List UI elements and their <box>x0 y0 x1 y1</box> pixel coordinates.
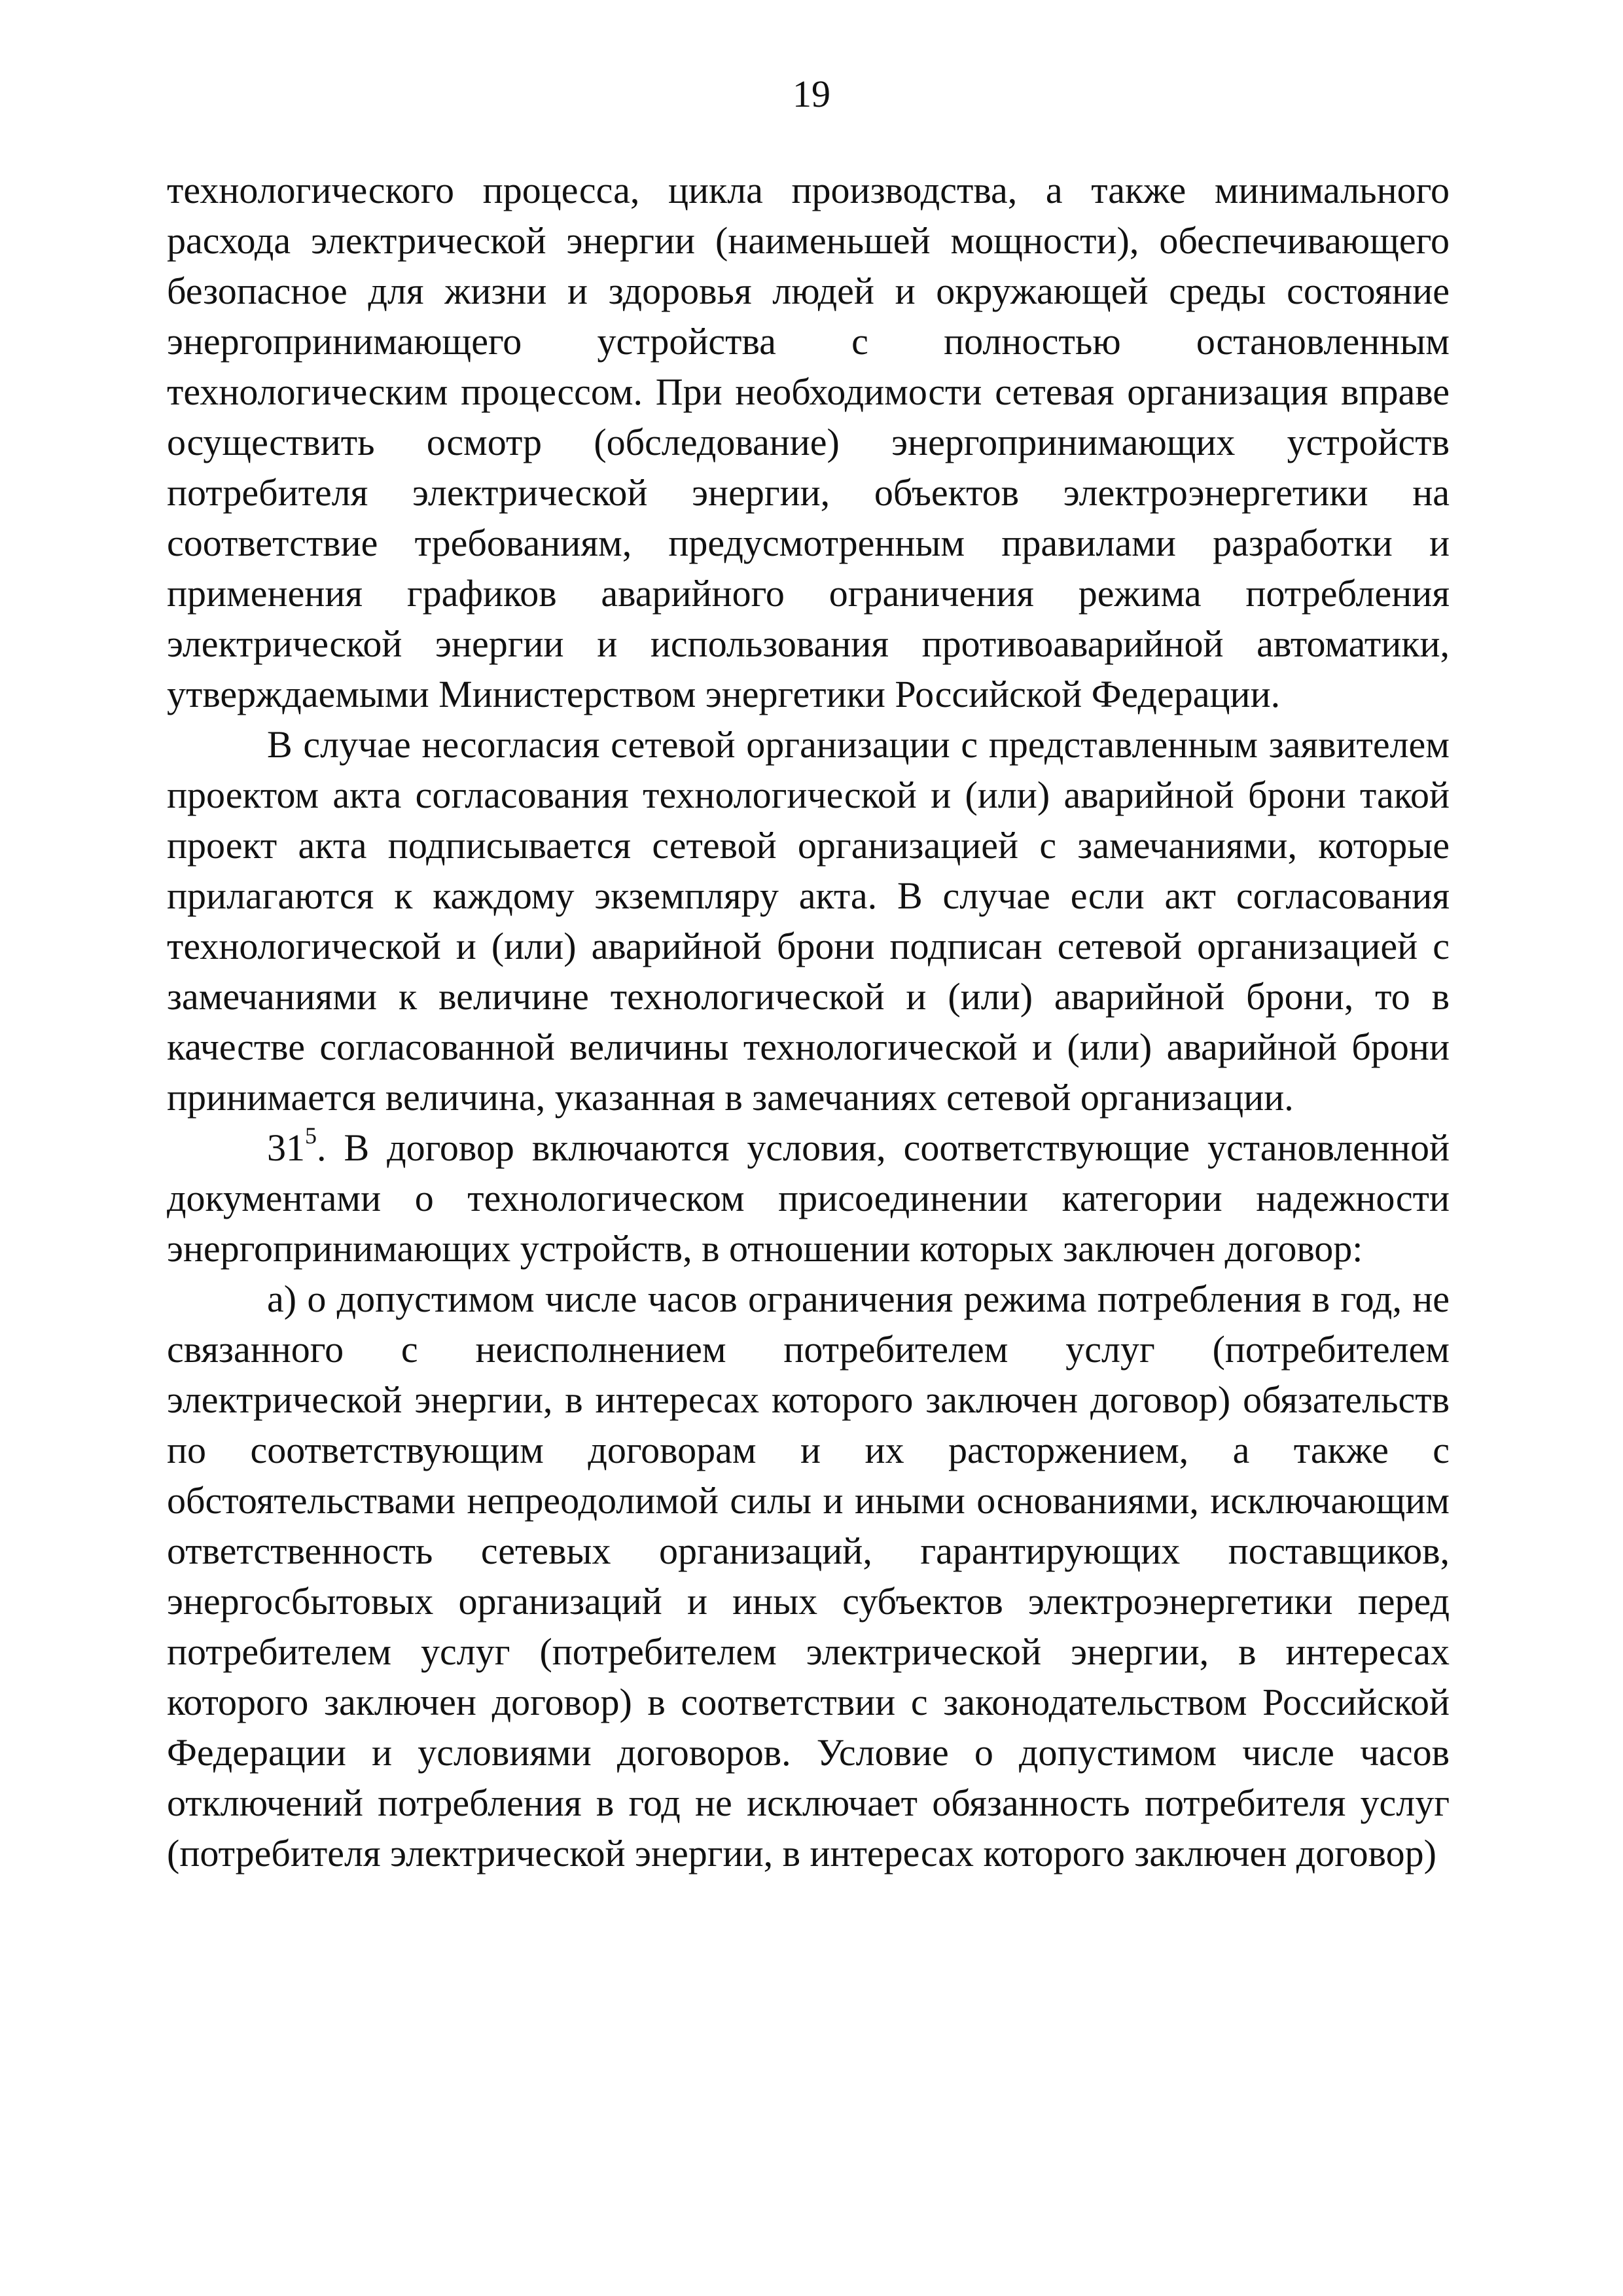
page-number: 19 <box>793 73 830 115</box>
paragraph-disagreement: В случае несогласия сетевой организации с представленным заявителем проектом акта согласования технологической и (или) аварийной брони такой проект акта подписывается сетевой организацией с замечаниями, которые прилагаются к каждому экземпляру акта. В случае если акт согласования технологической и (или) аварийной брони подписан сетевой организацией с замечаниями к величине технологической и (или) аварийной брони, то в качестве согласованной величины технологической и (или) аварийной брони принимается величина, указанная в замечаниях сетевой организации. <box>167 723 1450 1119</box>
clause-dot: . <box>317 1126 327 1169</box>
clause-number: 31 <box>267 1126 305 1169</box>
paragraph-continuation: технологического процесса, цикла производства, а также минимального расхода электрической энергии (наименьшей мощности), обеспечивающего безопасное для жизни и здоровья людей и окружающей среды состояние энергопринимающего устройства с полностью остановленным технологическим процессом. При необходимости сетевая организация вправе осуществить осмотр (обследование) энергопринимающих устройств потребителя электрической энергии, объектов электроэнергетики на соответствие требованиям, предусмотренным правилами разработки и применения графиков аварийного ограничения режима потребления электрической энергии и использования противоаварийной автоматики, утверждаемыми Министерством энергетики Российской Федерации. <box>167 169 1450 715</box>
clause-superscript: 5 <box>305 1122 317 1149</box>
document-body <box>167 165 1450 1878</box>
clause-text: В договор включаются условия, соответствующие установленной документами о технологическом присоединении категории надежности энергопринимающих устройств, в отношении которых заключен договор: <box>167 1126 1450 1270</box>
paragraph-clause-31-5 <box>167 1122 1450 1274</box>
paragraph-item-a: а) о допустимом числе часов ограничения режима потребления в год, не связанного с неисполнением потребителем услуг (потребителем электрической энергии, в интересах которого заключен договор) обязательств по соответствующим договорам и их расторжением, а также с обстоятельствами непреодолимой силы и иными основаниями, исключающим ответственность сетевых организаций, гарантирующих поставщиков, энергосбытовых организаций и иных субъектов электроэнергетики перед потребителем услуг (потребителем электрической энергии, в интересах которого заключен договор) в соответствии с законодательством Российской Федерации и условиями договоров. Условие о допустимом числе часов отключений потребления в год не исключает обязанность потребителя услуг (потребителя электрической энергии, в интересах которого заключен договор) <box>167 1278 1450 1874</box>
